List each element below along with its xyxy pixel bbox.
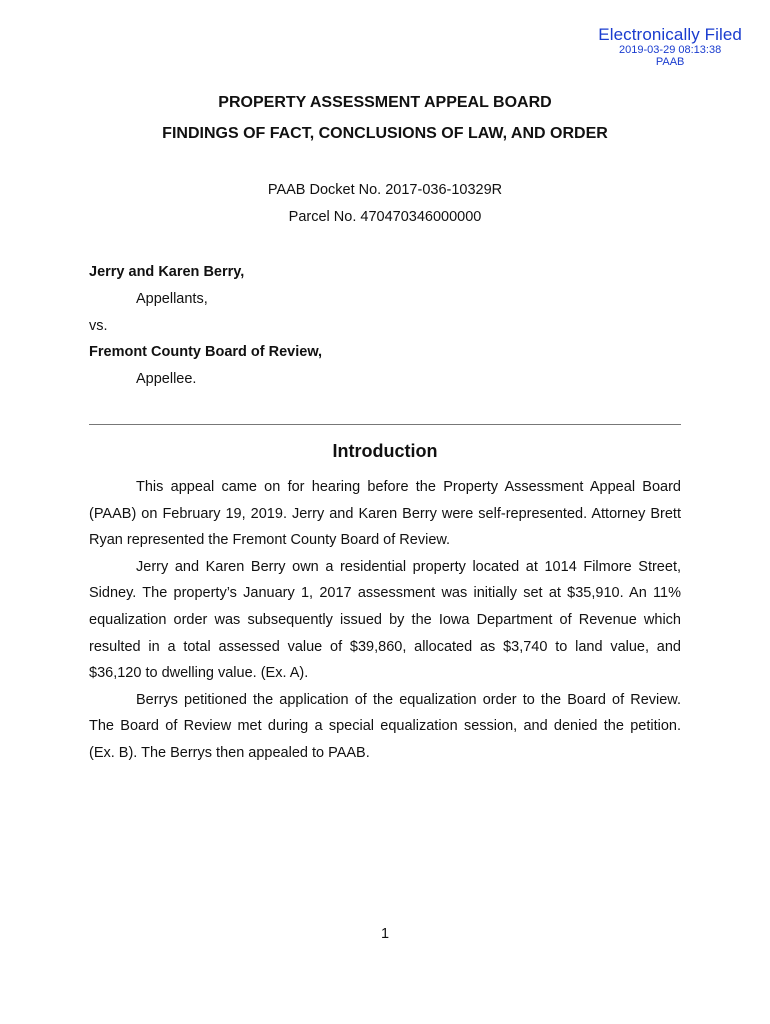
introduction-body [89, 474, 681, 767]
versus-label: vs. [89, 318, 108, 334]
stamp-title: Electronically Filed [598, 25, 742, 44]
document-title: FINDINGS OF FACT, CONCLUSIONS OF LAW, AND ORDER [162, 125, 608, 142]
appellant-name: Jerry and Karen Berry, [89, 264, 245, 280]
section-divider [89, 424, 681, 425]
appellant-role: Appellants, [136, 291, 208, 307]
appellee-name: Fremont County Board of Review, [89, 344, 323, 360]
electronic-filing-stamp [598, 26, 742, 68]
stamp-timestamp: 2019-03-29 08:13:38 [619, 44, 722, 56]
paragraph: This appeal came on for hearing before the Property Assessment Appeal Board (PAAB) on February 19, 2019. Jerry and Karen Berry were self-represented. Attorney Brett Ryan represented the Fremont County Board of Review. [89, 479, 681, 549]
introduction-heading: Introduction [332, 441, 438, 461]
paragraph: Berrys petitioned the application of the equalization order to the Board of Review. The Board of Review met during a special equalization session, and denied the petition. (Ex. B). The Berrys then appealed to PAAB. [89, 691, 681, 761]
paragraph: Jerry and Karen Berry own a residential property located at 1014 Filmore Street, Sidney. The property’s January 1, 2017 assessment was initially set at $35,910. An 11% equalization order was subsequently issued by the Iowa Department of Revenue which resulted in a total assessed value of $39,860, allocated as $3,740 to land value, and $36,120 to dwelling value. (Ex. A). [89, 558, 681, 682]
parcel-number: Parcel No. 470470346000000 [288, 209, 482, 225]
docket-number: PAAB Docket No. 2017-036-10329R [267, 182, 503, 198]
appellee-role: Appellee. [136, 371, 197, 387]
board-heading: PROPERTY ASSESSMENT APPEAL BOARD [218, 94, 552, 111]
page-number: 1 [380, 926, 390, 942]
stamp-agency: PAAB [655, 56, 685, 68]
